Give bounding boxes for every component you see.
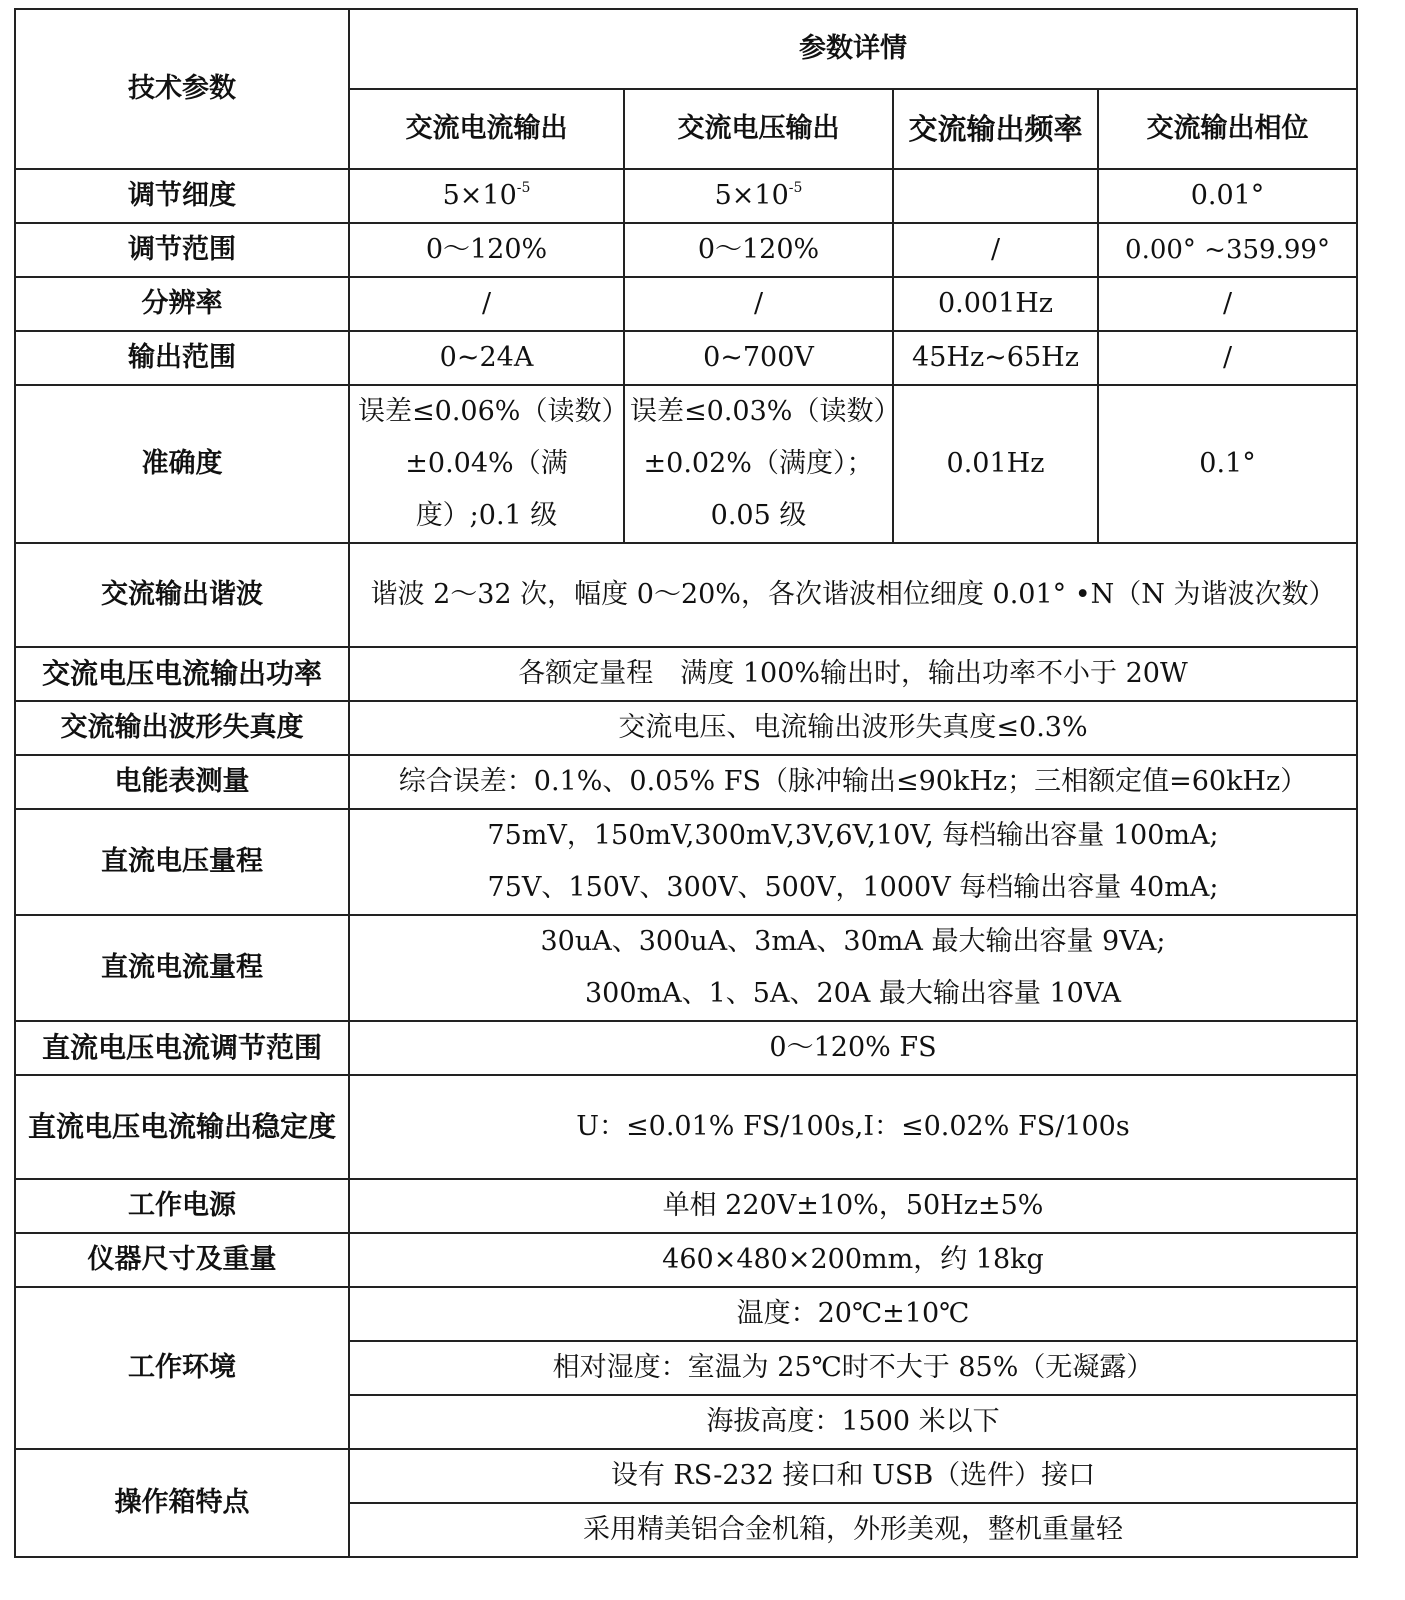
spec-table — [14, 8, 1358, 1558]
cell-accuracy-voltage: 误差≤0.03%（读数）±0.02%（满度）；0.05 级 — [624, 385, 893, 543]
col-header-ac-frequency: 交流输出频率 — [893, 89, 1098, 169]
cell-fineness-frequency — [893, 169, 1098, 223]
row-label-box-features: 操作箱特点 — [15, 1449, 349, 1557]
cell-resolution-voltage: / — [624, 277, 893, 331]
cell-resolution-phase: / — [1098, 277, 1357, 331]
cell-size-weight: 460×480×200mm，约 18kg — [349, 1233, 1357, 1287]
table-row — [15, 1233, 1357, 1287]
cell-range-phase: 0.00° ~359.99° — [1098, 223, 1357, 277]
col-header-ac-voltage: 交流电压输出 — [624, 89, 893, 169]
row-label-power-supply: 工作电源 — [15, 1179, 349, 1233]
cell-accuracy-current: 误差≤0.06%（读数）±0.04%（满度）;0.1 级 — [349, 385, 624, 543]
col-header-ac-current: 交流电流输出 — [349, 89, 624, 169]
row-label-energy-meter: 电能表测量 — [15, 755, 349, 809]
dc-voltage-line-1: 75mV，150mV,300mV,3V,6V,10V, 每档输出容量 100mA; — [487, 820, 1219, 851]
cell-dc-adjust-range: 0～120% FS — [349, 1021, 1357, 1075]
table-row — [15, 385, 1357, 543]
table-row — [15, 1449, 1357, 1503]
cell-range-voltage: 0～120% — [624, 223, 893, 277]
table-row — [15, 1075, 1357, 1179]
table-row — [15, 1021, 1357, 1075]
header-row-1 — [15, 9, 1357, 89]
cell-dc-current-range — [349, 915, 1357, 1021]
cell-range-frequency: / — [893, 223, 1098, 277]
row-label-adjust-range: 调节范围 — [15, 223, 349, 277]
cell-ac-power: 各额定量程 满度 100%输出时，输出功率不小于 20W — [349, 647, 1357, 701]
table-row — [15, 915, 1357, 1021]
table-row — [15, 1287, 1357, 1341]
table-row — [15, 701, 1357, 755]
cell-fineness-voltage — [624, 169, 893, 223]
table-row — [15, 1179, 1357, 1233]
cell-output-phase: / — [1098, 331, 1357, 385]
col-header-ac-phase: 交流输出相位 — [1098, 89, 1357, 169]
table-row — [15, 543, 1357, 647]
tech-params-header: 技术参数 — [15, 9, 349, 169]
cell-fineness-phase: 0.01° — [1098, 169, 1357, 223]
table-row — [15, 223, 1357, 277]
dc-current-line-1: 30uA、300uA、3mA、30mA 最大输出容量 9VA; — [540, 926, 1166, 957]
row-label-ac-power: 交流电压电流输出功率 — [15, 647, 349, 701]
cell-power-supply: 单相 220V±10%，50Hz±5% — [349, 1179, 1357, 1233]
cell-energy-meter: 综合误差：0.1%、0.05% FS（脉冲输出≤90kHz；三相额定值=60kHz） — [349, 755, 1357, 809]
cell-output-current: 0~24A — [349, 331, 624, 385]
dc-current-line-2: 300mA、1、5A、20A 最大输出容量 10VA — [584, 978, 1122, 1009]
table-row — [15, 169, 1357, 223]
cell-resolution-current: / — [349, 277, 624, 331]
cell-env-altitude: 海拔高度：1500 米以下 — [349, 1395, 1357, 1449]
fineness-base: 5×10 — [442, 180, 517, 211]
dc-voltage-line-2: 75V、150V、300V、500V，1000V 每档输出容量 40mA; — [487, 872, 1219, 903]
row-label-accuracy: 准确度 — [15, 385, 349, 543]
cell-ac-harmonics: 谐波 2～32 次，幅度 0～20%，各次谐波相位细度 0.01° •N（N 为谐波次数） — [349, 543, 1357, 647]
cell-env-humidity: 相对湿度：室温为 25℃时不大于 85%（无凝露） — [349, 1341, 1357, 1395]
row-label-dc-stability: 直流电压电流输出稳定度 — [15, 1075, 349, 1179]
cell-box-interface: 设有 RS-232 接口和 USB（选件）接口 — [349, 1449, 1357, 1503]
cell-accuracy-phase: 0.1° — [1098, 385, 1357, 543]
row-label-output-range: 输出范围 — [15, 331, 349, 385]
fineness-exponent: -5 — [516, 180, 531, 196]
cell-output-voltage: 0~700V — [624, 331, 893, 385]
table-row — [15, 277, 1357, 331]
row-label-adjust-fineness: 调节细度 — [15, 169, 349, 223]
table-row — [15, 809, 1357, 915]
row-label-resolution: 分辨率 — [15, 277, 349, 331]
table-row — [15, 755, 1357, 809]
fineness-base: 5×10 — [714, 180, 789, 211]
cell-ac-distortion: 交流电压、电流输出波形失真度≤0.3% — [349, 701, 1357, 755]
cell-resolution-frequency: 0.001Hz — [893, 277, 1098, 331]
cell-range-current: 0～120% — [349, 223, 624, 277]
cell-box-chassis: 采用精美铝合金机箱，外形美观，整机重量轻 — [349, 1503, 1357, 1557]
table-row — [15, 331, 1357, 385]
cell-accuracy-frequency: 0.01Hz — [893, 385, 1098, 543]
row-label-ac-distortion: 交流输出波形失真度 — [15, 701, 349, 755]
row-label-dc-voltage-range: 直流电压量程 — [15, 809, 349, 915]
cell-fineness-current — [349, 169, 624, 223]
cell-output-frequency: 45Hz~65Hz — [893, 331, 1098, 385]
row-label-dc-current-range: 直流电流量程 — [15, 915, 349, 1021]
row-label-ac-harmonics: 交流输出谐波 — [15, 543, 349, 647]
fineness-exponent: -5 — [788, 180, 803, 196]
cell-dc-stability: U：≤0.01% FS/100s,I：≤0.02% FS/100s — [349, 1075, 1357, 1179]
cell-dc-voltage-range — [349, 809, 1357, 915]
row-label-dc-adjust-range: 直流电压电流调节范围 — [15, 1021, 349, 1075]
row-label-environment: 工作环境 — [15, 1287, 349, 1449]
row-label-size-weight: 仪器尺寸及重量 — [15, 1233, 349, 1287]
table-row — [15, 647, 1357, 701]
cell-env-temperature: 温度：20℃±10℃ — [349, 1287, 1357, 1341]
param-details-header: 参数详情 — [349, 9, 1357, 89]
